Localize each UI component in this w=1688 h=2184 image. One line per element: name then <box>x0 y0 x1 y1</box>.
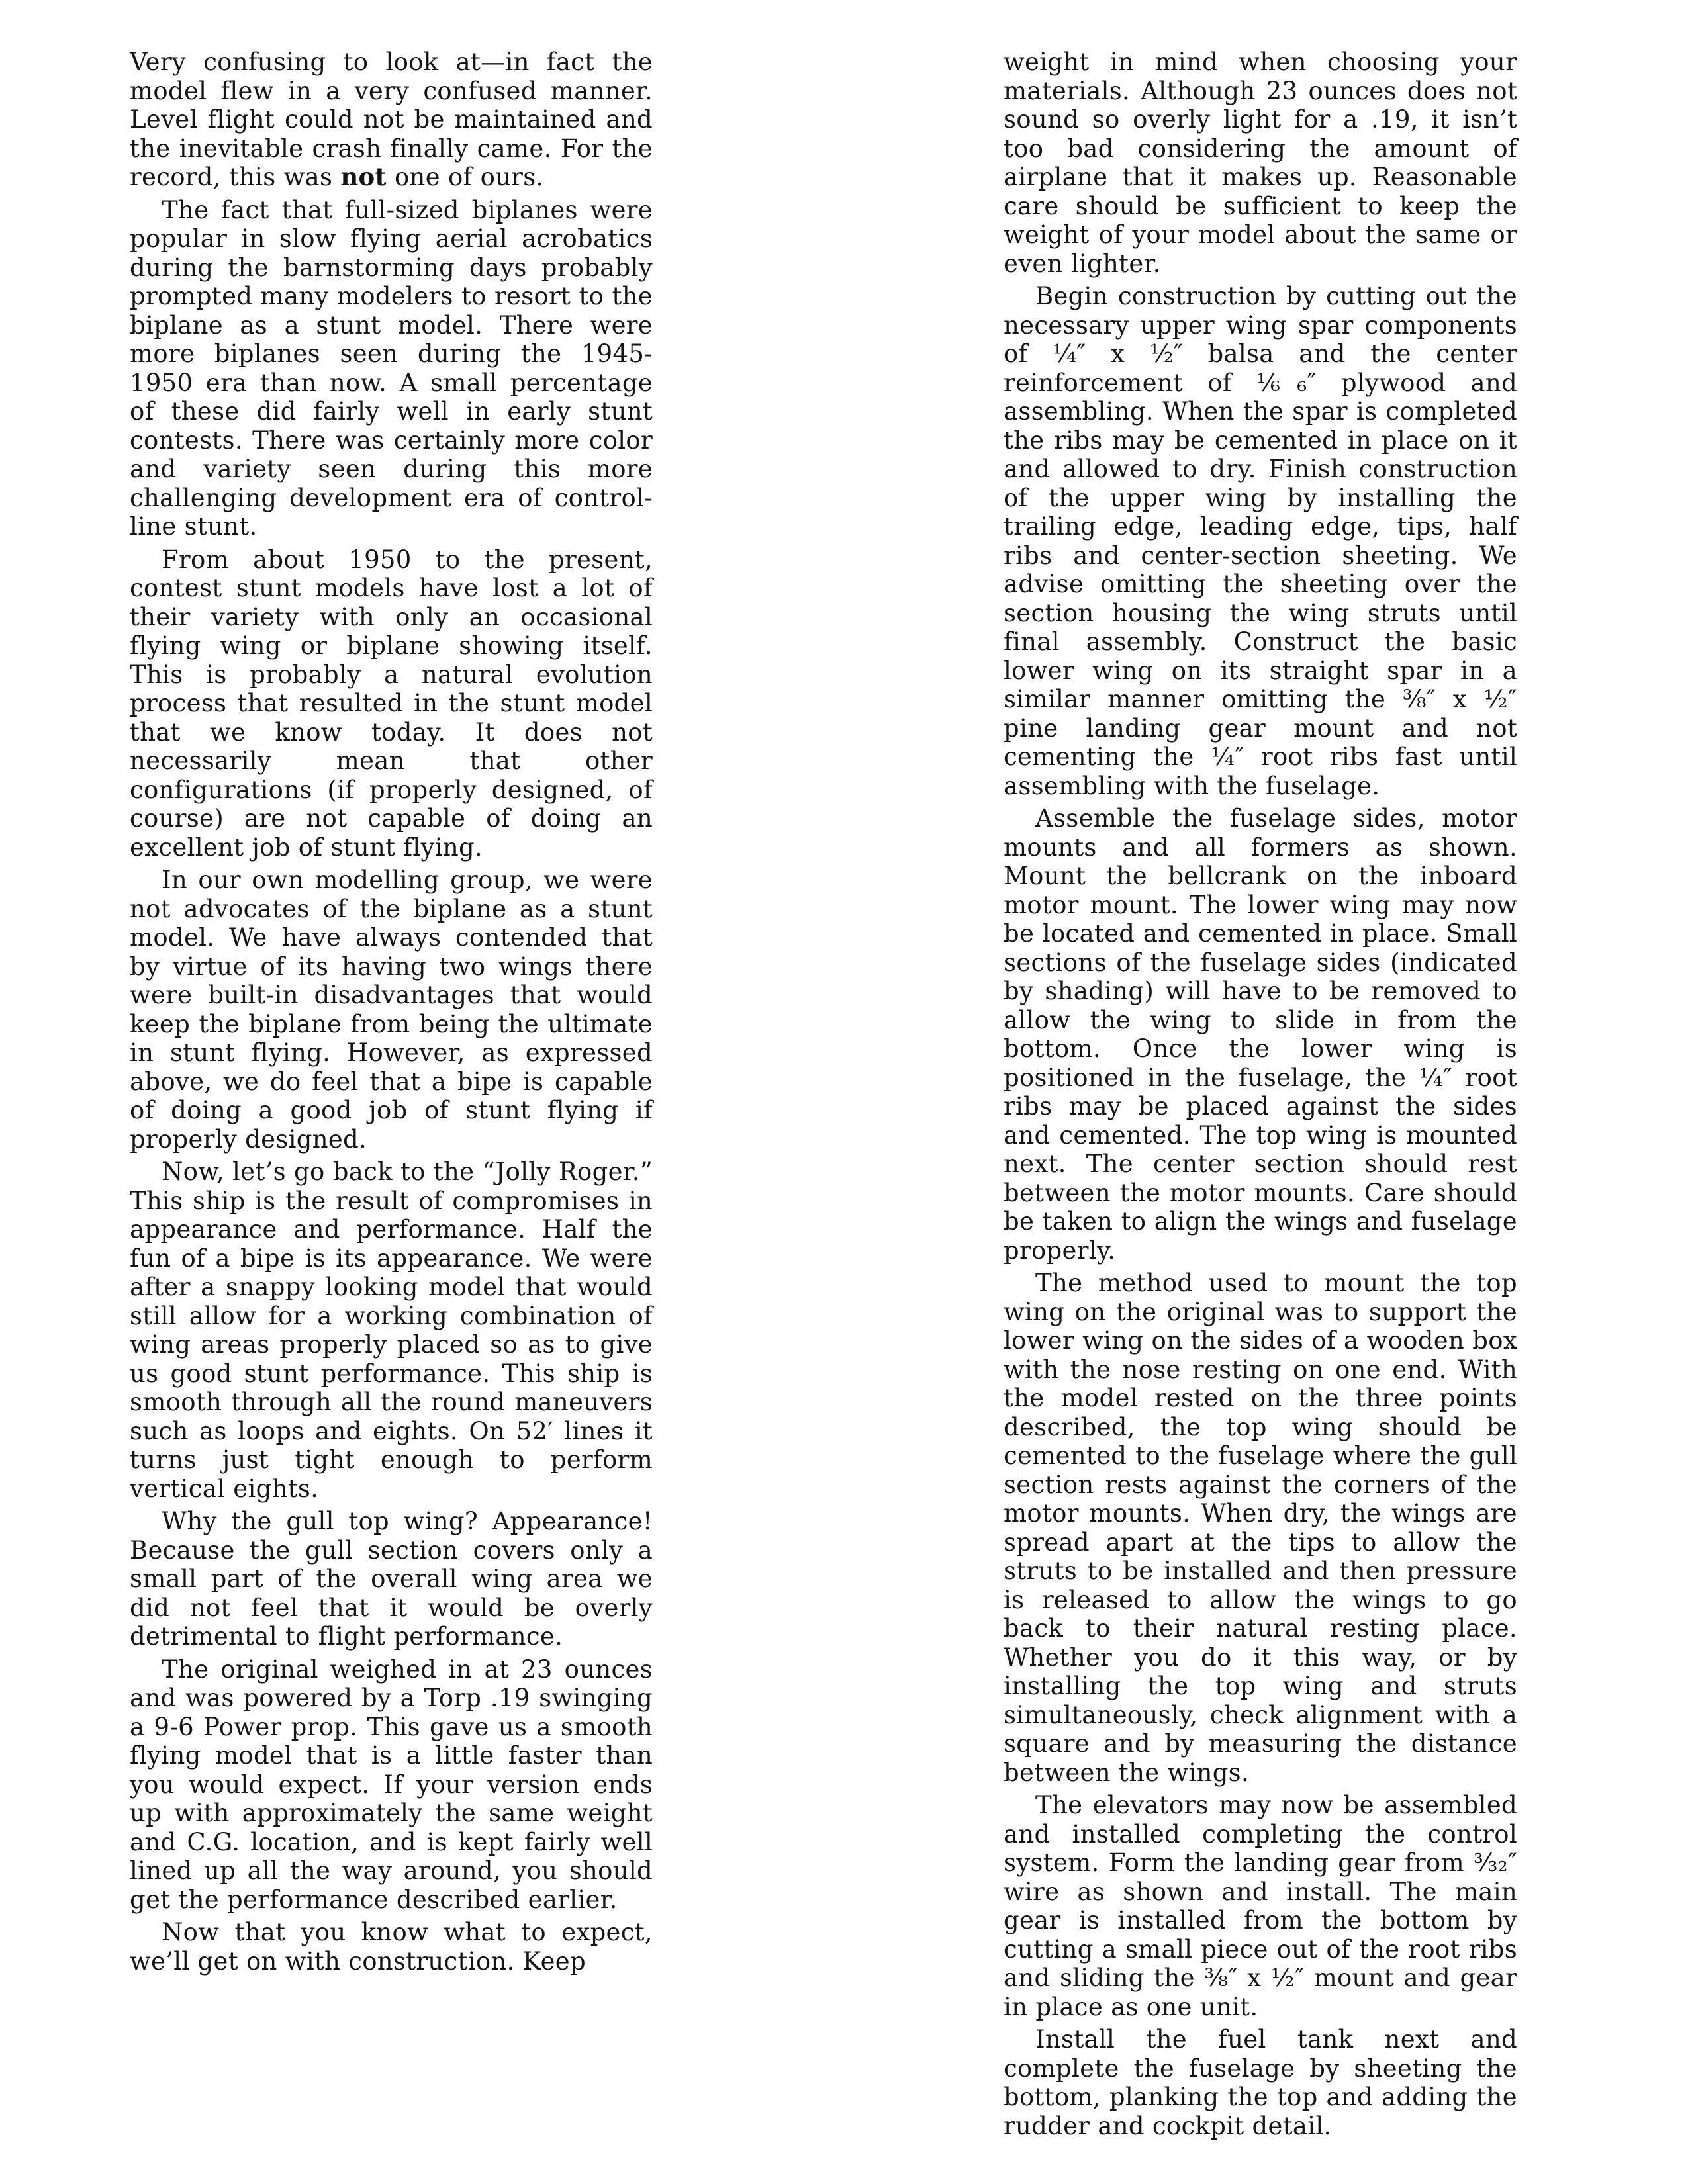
paragraph-fuselage-assembly: Assemble the fuselage sides, motor mounts and all formers as shown. Mount the bellcrank on the inboard motor mount. The lower wing may now be located and cemented in place. Small sections of the fuselage sides (indicated by shading) will have to be removed to allow the wing to slide in from the bottom. Once the lower wing is positioned in the fuselage, the ¼″ root ribs may be placed against the sides and cemented. The top wing is mounted next. The center section should rest between the motor mounts. Care should be taken to align the wings and fuselage properly. <box>1004 804 1517 1265</box>
paragraph-text-end: one of ours. <box>386 163 544 191</box>
left-column <box>130 48 653 1979</box>
paragraph-since-1950: From about 1950 to the present, contest stunt models have lost a lot of their variety with only an occasional flying wing or biplane showing itself. This is probably a natural evolution process that resulted in the stunt model that we know today. It does not necessarily mean that other configurations (if properly designed, of course) are not capable of doing an excellent job of stunt flying. <box>130 545 653 862</box>
paragraph-gull-wing: Why the gull top wing? Appearance! Because the gull section covers only a small part of the overall wing area we did not feel that it would be overly detrimental to flight performance. <box>130 1507 653 1651</box>
right-column <box>1004 48 1517 2144</box>
paragraph-original-weight: The original weighed in at 23 ounces and was powered by a Torp .19 swinging a 9-6 Power prop. This gave us a smooth flying model that is a little faster than you would expect. If your version ends up with approximately the same weight and C.G. location, and is kept fairly well lined up all the way around, you should get the performance described earlier. <box>130 1655 653 1914</box>
paragraph-biplanes-history: The fact that full-sized biplanes were popular in slow flying aerial acrobatics during the barnstorming days probably prompted many modelers to resort to the biplane as a stunt model. There were more biplanes seen during the 1945-1950 era than now. A small percentage of these did fairly well in early stunt contests. There was certainly more color and variety seen during this more challenging development era of control-line stunt. <box>130 195 653 541</box>
paragraph-elevators-gear: The elevators may now be assembled and installed completing the control system. Form the landing gear from ³⁄₃₂″ wire as shown and install. The main gear is installed from the bottom by cutting a small piece out of the root ribs and sliding the ⅜″ x ½″ mount and gear in place as one unit. <box>1004 1791 1517 2021</box>
paragraph-confusing-model <box>130 48 653 192</box>
paragraph-jolly-roger: Now, let’s go back to the “Jolly Roger.” This ship is the result of compromises in appearance and performance. Half the fun of a bipe is its appearance. We were after a snappy looking model that would still allow for a working combination of wing areas properly placed so as to give us good stunt performance. This ship is smooth through all the round maneuvers such as loops and eights. On 52′ lines it turns just tight enough to perform vertical eights. <box>130 1158 653 1503</box>
paragraph-construction-intro: Now that you know what to expect, we’ll get on with construction. Keep <box>130 1918 653 1976</box>
emphasis-not: not <box>340 162 387 191</box>
paragraph-fuel-tank: Install the fuel tank next and complete the fuselage by sheeting the bottom, planking the top and adding the rudder and cockpit detail. <box>1004 2025 1517 2140</box>
paragraph-weight-materials: weight in mind when choosing your materials. Although 23 ounces does not sound so overly light for a .19, it isn’t too bad considering the amount of airplane that it makes up. Reasonable care should be sufficient to keep the weight of your model about the same or even lighter. <box>1004 48 1517 278</box>
paragraph-text: Very confusing to look at—in fact the model flew in a very confused manner. Level flight could not be maintained and the inevitable crash finally came. For the record, this was <box>130 48 653 191</box>
paragraph-modelling-group: In our own modelling group, we were not advocates of the biplane as a stunt model. We have always contended that by virtue of its having two wings there were built-in disadvantages that would keep the biplane from being the ultimate in stunt flying. However, as expressed above, we do feel that a bipe is capable of doing a good job of stunt flying if properly designed. <box>130 866 653 1154</box>
paragraph-wing-construction: Begin construction by cutting out the necessary upper wing spar components of ¼″ x ½″ balsa and the center reinforcement of ⅙₆″ plywood and assembling. When the spar is completed the ribs may be cemented in place on it and allowed to dry. Finish construction of the upper wing by installing the trailing edge, leading edge, tips, half ribs and center-section sheeting. We advise omitting the sheeting over the section housing the wing struts until final assembly. Construct the basic lower wing on its straight spar in a similar manner omitting the ⅜″ x ½″ pine landing gear mount and not cementing the ¼″ root ribs fast until assembling with the fuselage. <box>1004 282 1517 800</box>
paragraph-top-wing-mount: The method used to mount the top wing on the original was to support the lower wing on the sides of a wooden box with the nose resting on one end. With the model rested on the three points described, the top wing should be cemented to the fuselage where the gull section rests against the corners of the motor mounts. When dry, the wings are spread apart at the tips to allow the struts to be installed and then pressure is released to allow the wings to go back to their natural resting place. Whether you do it this way, or by installing the top wing and struts simultaneously, check alignment with a square and by measuring the distance between the wings. <box>1004 1269 1517 1787</box>
